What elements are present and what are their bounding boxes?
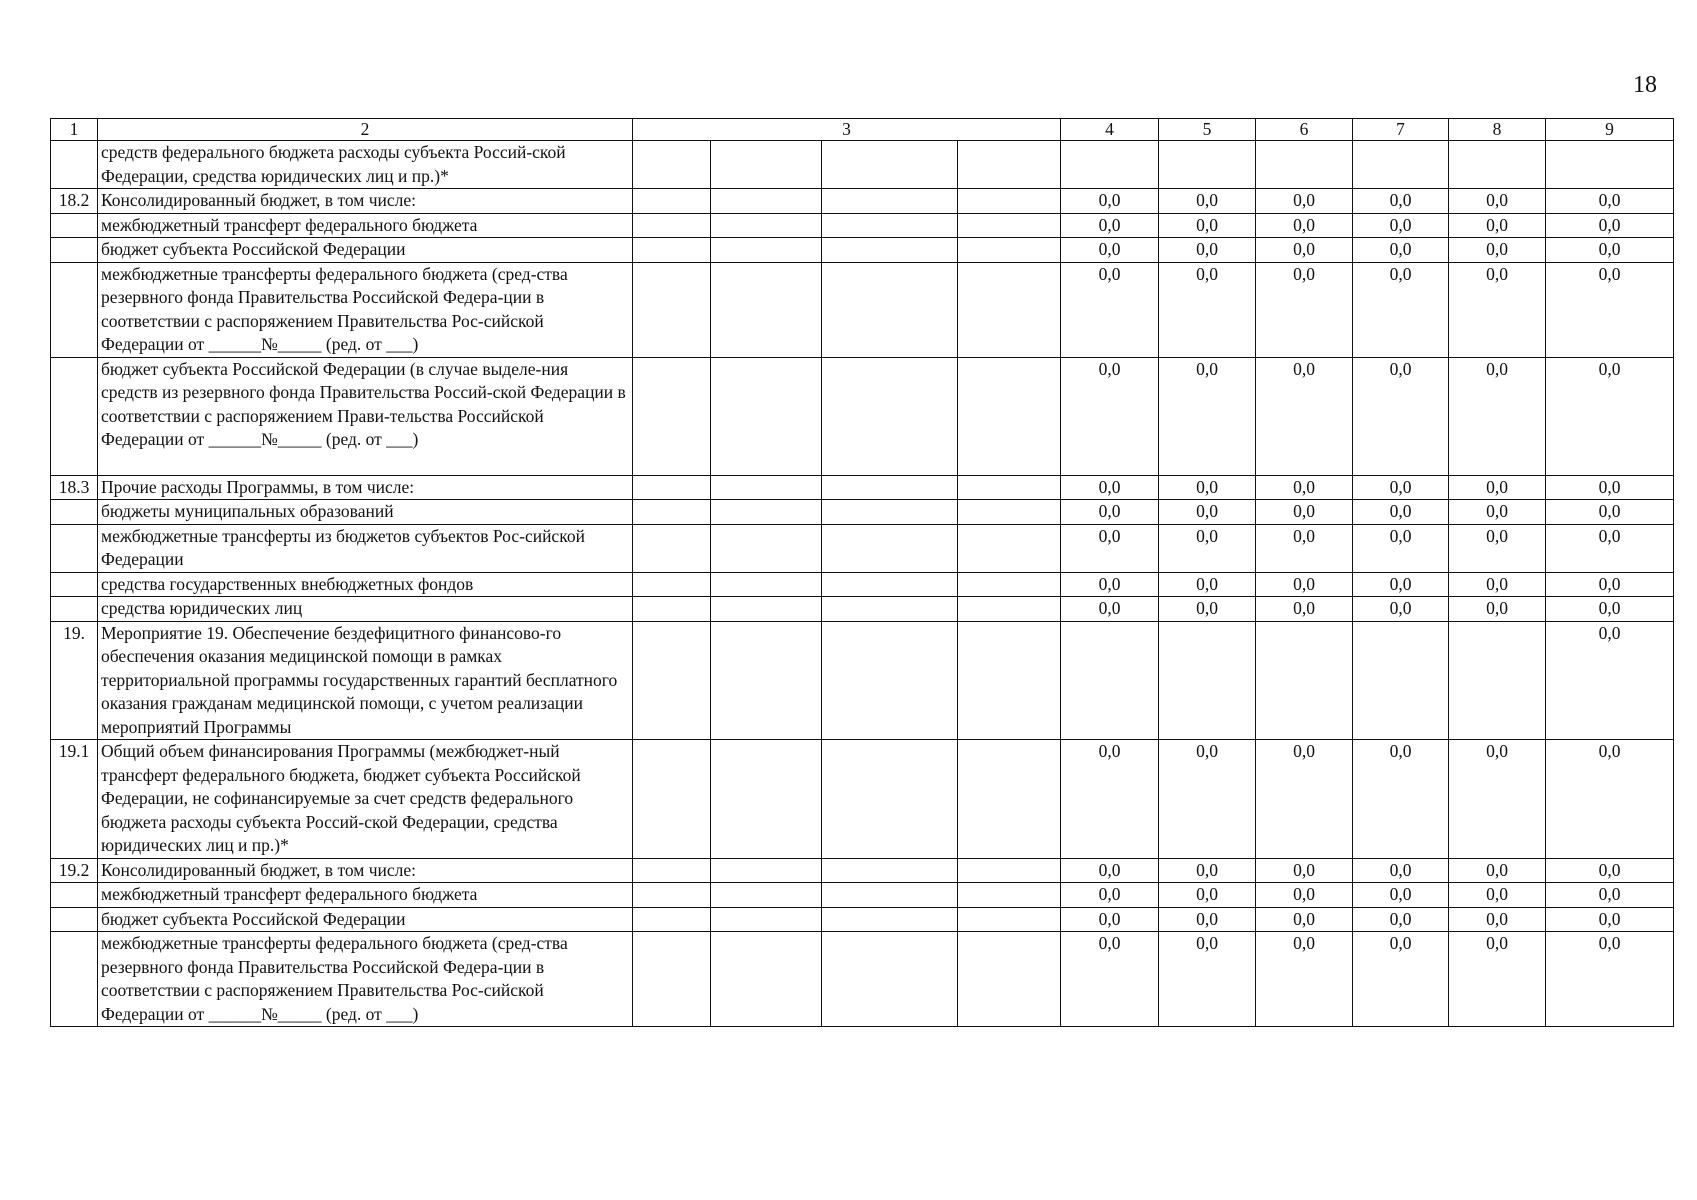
value-cell: 0,0 — [1061, 524, 1159, 572]
row-description: бюджет субъекта Российской Федерации — [98, 238, 633, 263]
empty-cell — [822, 858, 958, 883]
table-row — [51, 883, 1674, 908]
empty-cell — [822, 238, 958, 263]
row-code: 19.2 — [51, 858, 98, 883]
table-row — [51, 621, 1674, 740]
value-cell: 0,0 — [1449, 189, 1546, 214]
value-cell: 0,0 — [1159, 740, 1256, 859]
row-code — [51, 141, 98, 189]
empty-cell — [711, 475, 822, 500]
row-code — [51, 500, 98, 525]
value-cell: 0,0 — [1449, 932, 1546, 1027]
value-cell — [1256, 141, 1353, 189]
value-cell: 0,0 — [1256, 524, 1353, 572]
row-description: Мероприятие 19. Обеспечение бездефицитного финансово-го обеспечения оказания медицинской помощи в рамках территориальной программы государственных гарантий бесплатного оказания гражданам медицинской помощи, с учетом реализации мероприятий Программы — [98, 621, 633, 740]
value-cell: 0,0 — [1256, 213, 1353, 238]
empty-cell — [958, 858, 1061, 883]
value-cell: 0,0 — [1256, 883, 1353, 908]
empty-cell — [958, 262, 1061, 357]
value-cell: 0,0 — [1449, 238, 1546, 263]
empty-cell — [633, 932, 711, 1027]
empty-cell — [633, 907, 711, 932]
row-code — [51, 524, 98, 572]
table-row — [51, 740, 1674, 859]
value-cell: 0,0 — [1159, 597, 1256, 622]
value-cell: 0,0 — [1353, 883, 1449, 908]
empty-cell — [633, 597, 711, 622]
value-cell: 0,0 — [1546, 740, 1674, 859]
empty-cell — [633, 238, 711, 263]
value-cell: 0,0 — [1353, 524, 1449, 572]
empty-cell — [958, 141, 1061, 189]
value-cell: 0,0 — [1159, 500, 1256, 525]
value-cell: 0,0 — [1159, 475, 1256, 500]
row-code — [51, 213, 98, 238]
row-code — [51, 238, 98, 263]
row-code — [51, 572, 98, 597]
empty-cell — [633, 141, 711, 189]
value-cell: 0,0 — [1353, 500, 1449, 525]
header-col-8: 8 — [1449, 119, 1546, 141]
value-cell: 0,0 — [1449, 213, 1546, 238]
value-cell: 0,0 — [1061, 238, 1159, 263]
value-cell: 0,0 — [1256, 740, 1353, 859]
row-description: бюджеты муниципальных образований — [98, 500, 633, 525]
value-cell: 0,0 — [1546, 238, 1674, 263]
value-cell: 0,0 — [1061, 213, 1159, 238]
value-cell: 0,0 — [1546, 883, 1674, 908]
value-cell: 0,0 — [1449, 524, 1546, 572]
value-cell: 0,0 — [1061, 572, 1159, 597]
row-code: 18.2 — [51, 189, 98, 214]
empty-cell — [822, 621, 958, 740]
value-cell: 0,0 — [1256, 907, 1353, 932]
value-cell: 0,0 — [1546, 907, 1674, 932]
value-cell: 0,0 — [1449, 262, 1546, 357]
empty-cell — [958, 500, 1061, 525]
value-cell — [1449, 621, 1546, 740]
table-row — [51, 262, 1674, 357]
value-cell: 0,0 — [1353, 932, 1449, 1027]
value-cell: 0,0 — [1546, 262, 1674, 357]
row-code: 19. — [51, 621, 98, 740]
row-description: Консолидированный бюджет, в том числе: — [98, 189, 633, 214]
row-code — [51, 262, 98, 357]
page-number: 18 — [1633, 72, 1657, 98]
value-cell: 0,0 — [1449, 500, 1546, 525]
empty-cell — [711, 740, 822, 859]
empty-cell — [633, 357, 711, 475]
value-cell: 0,0 — [1256, 572, 1353, 597]
value-cell: 0,0 — [1256, 357, 1353, 475]
value-cell: 0,0 — [1449, 357, 1546, 475]
value-cell: 0,0 — [1353, 858, 1449, 883]
empty-cell — [711, 621, 822, 740]
value-cell — [1353, 621, 1449, 740]
value-cell: 0,0 — [1061, 907, 1159, 932]
empty-cell — [822, 907, 958, 932]
value-cell: 0,0 — [1449, 572, 1546, 597]
value-cell: 0,0 — [1546, 500, 1674, 525]
value-cell: 0,0 — [1449, 597, 1546, 622]
row-description: межбюджетные трансферты федерального бюджета (сред-ства резервного фонда Правительства Российской Федера-ции в соответствии с распоряжением Правительства Рос-сийской Федерации от ______№_____ (ред. от ___) — [98, 932, 633, 1027]
empty-cell — [958, 621, 1061, 740]
empty-cell — [958, 572, 1061, 597]
value-cell: 0,0 — [1256, 238, 1353, 263]
value-cell: 0,0 — [1353, 238, 1449, 263]
empty-cell — [958, 357, 1061, 475]
empty-cell — [633, 213, 711, 238]
value-cell: 0,0 — [1353, 597, 1449, 622]
header-col-9: 9 — [1546, 119, 1674, 141]
value-cell: 0,0 — [1061, 475, 1159, 500]
empty-cell — [822, 475, 958, 500]
header-row — [51, 119, 1674, 141]
empty-cell — [633, 858, 711, 883]
row-description: Прочие расходы Программы, в том числе: — [98, 475, 633, 500]
row-description: Консолидированный бюджет, в том числе: — [98, 858, 633, 883]
empty-cell — [711, 189, 822, 214]
empty-cell — [633, 475, 711, 500]
value-cell: 0,0 — [1546, 597, 1674, 622]
value-cell: 0,0 — [1061, 357, 1159, 475]
row-code: 18.3 — [51, 475, 98, 500]
value-cell: 0,0 — [1546, 357, 1674, 475]
empty-cell — [958, 883, 1061, 908]
value-cell: 0,0 — [1159, 907, 1256, 932]
value-cell: 0,0 — [1159, 189, 1256, 214]
empty-cell — [958, 907, 1061, 932]
value-cell: 0,0 — [1061, 500, 1159, 525]
value-cell: 0,0 — [1449, 475, 1546, 500]
empty-cell — [711, 883, 822, 908]
value-cell: 0,0 — [1256, 500, 1353, 525]
empty-cell — [822, 597, 958, 622]
header-col-5: 5 — [1159, 119, 1256, 141]
empty-cell — [633, 621, 711, 740]
table-row — [51, 572, 1674, 597]
value-cell: 0,0 — [1546, 213, 1674, 238]
value-cell: 0,0 — [1159, 524, 1256, 572]
empty-cell — [958, 597, 1061, 622]
value-cell: 0,0 — [1061, 883, 1159, 908]
empty-cell — [711, 524, 822, 572]
header-col-1: 1 — [51, 119, 98, 141]
value-cell: 0,0 — [1159, 883, 1256, 908]
empty-cell — [822, 883, 958, 908]
value-cell — [1256, 621, 1353, 740]
empty-cell — [822, 932, 958, 1027]
empty-cell — [958, 740, 1061, 859]
value-cell: 0,0 — [1256, 858, 1353, 883]
row-code — [51, 597, 98, 622]
row-description: межбюджетный трансферт федерального бюджета — [98, 883, 633, 908]
empty-cell — [633, 524, 711, 572]
value-cell: 0,0 — [1546, 189, 1674, 214]
value-cell: 0,0 — [1159, 572, 1256, 597]
header-col-3: 3 — [633, 119, 1061, 141]
value-cell — [1061, 141, 1159, 189]
empty-cell — [711, 213, 822, 238]
value-cell: 0,0 — [1546, 932, 1674, 1027]
value-cell: 0,0 — [1159, 932, 1256, 1027]
empty-cell — [958, 475, 1061, 500]
empty-cell — [711, 932, 822, 1027]
table-row — [51, 357, 1674, 475]
value-cell: 0,0 — [1353, 262, 1449, 357]
value-cell: 0,0 — [1546, 621, 1674, 740]
value-cell: 0,0 — [1353, 357, 1449, 475]
table-row — [51, 141, 1674, 189]
empty-cell — [958, 189, 1061, 214]
header-col-2: 2 — [98, 119, 633, 141]
empty-cell — [822, 740, 958, 859]
empty-cell — [822, 357, 958, 475]
empty-cell — [633, 572, 711, 597]
value-cell: 0,0 — [1061, 189, 1159, 214]
value-cell: 0,0 — [1061, 597, 1159, 622]
empty-cell — [711, 907, 822, 932]
empty-cell — [822, 213, 958, 238]
value-cell: 0,0 — [1546, 572, 1674, 597]
value-cell: 0,0 — [1353, 907, 1449, 932]
table-row — [51, 524, 1674, 572]
row-description: межбюджетные трансферты федерального бюджета (сред-ства резервного фонда Правительства Российской Федера-ции в соответствии с распоряжением Правительства Рос-сийской Федерации от ______№_____ (ред. от ___) — [98, 262, 633, 357]
header-col-4: 4 — [1061, 119, 1159, 141]
value-cell — [1546, 141, 1674, 189]
empty-cell — [822, 524, 958, 572]
table-row — [51, 858, 1674, 883]
value-cell: 0,0 — [1159, 213, 1256, 238]
empty-cell — [633, 262, 711, 357]
empty-cell — [633, 740, 711, 859]
row-code — [51, 357, 98, 475]
empty-cell — [633, 500, 711, 525]
value-cell — [1061, 621, 1159, 740]
value-cell: 0,0 — [1256, 597, 1353, 622]
table-row — [51, 189, 1674, 214]
value-cell: 0,0 — [1353, 740, 1449, 859]
value-cell: 0,0 — [1449, 858, 1546, 883]
table-row — [51, 597, 1674, 622]
row-code: 19.1 — [51, 740, 98, 859]
value-cell — [1449, 141, 1546, 189]
value-cell: 0,0 — [1546, 475, 1674, 500]
row-description: бюджет субъекта Российской Федерации — [98, 907, 633, 932]
empty-cell — [633, 883, 711, 908]
row-description: Общий объем финансирования Программы (межбюджет-ный трансферт федерального бюджета, бюджет субъекта Российской Федерации, не софинансируемые за счет средств федерального бюджета расходы субъекта Россий-ской Федерации, средства юридических лиц и пр.)* — [98, 740, 633, 859]
row-code — [51, 932, 98, 1027]
value-cell: 0,0 — [1449, 740, 1546, 859]
value-cell: 0,0 — [1256, 475, 1353, 500]
empty-cell — [958, 238, 1061, 263]
value-cell: 0,0 — [1061, 262, 1159, 357]
row-code — [51, 907, 98, 932]
table-row — [51, 932, 1674, 1027]
table-row — [51, 213, 1674, 238]
value-cell: 0,0 — [1546, 524, 1674, 572]
empty-cell — [711, 858, 822, 883]
empty-cell — [958, 213, 1061, 238]
value-cell: 0,0 — [1353, 189, 1449, 214]
empty-cell — [711, 500, 822, 525]
header-col-7: 7 — [1353, 119, 1449, 141]
table-row — [51, 907, 1674, 932]
value-cell: 0,0 — [1159, 262, 1256, 357]
row-description: средств федерального бюджета расходы субъекта Россий-ской Федерации, средства юридических лиц и пр.)* — [98, 141, 633, 189]
value-cell: 0,0 — [1061, 858, 1159, 883]
value-cell: 0,0 — [1256, 932, 1353, 1027]
value-cell: 0,0 — [1449, 883, 1546, 908]
row-description: бюджет субъекта Российской Федерации (в случае выделе-ния средств из резервного фонда Правительства Россий-ской Федерации в соответствии с распоряжением Прави-тельства Российской Федерации от ______№_____ (ред. от ___) — [98, 357, 633, 475]
value-cell — [1159, 141, 1256, 189]
value-cell: 0,0 — [1353, 475, 1449, 500]
empty-cell — [822, 141, 958, 189]
empty-cell — [822, 262, 958, 357]
value-cell — [1159, 621, 1256, 740]
value-cell: 0,0 — [1546, 858, 1674, 883]
value-cell: 0,0 — [1159, 357, 1256, 475]
value-cell: 0,0 — [1353, 572, 1449, 597]
table-row — [51, 238, 1674, 263]
empty-cell — [711, 238, 822, 263]
value-cell: 0,0 — [1159, 858, 1256, 883]
budget-table — [50, 118, 1674, 1027]
table-row — [51, 475, 1674, 500]
value-cell: 0,0 — [1256, 189, 1353, 214]
value-cell — [1353, 141, 1449, 189]
empty-cell — [711, 572, 822, 597]
empty-cell — [822, 189, 958, 214]
row-description: средства юридических лиц — [98, 597, 633, 622]
empty-cell — [711, 141, 822, 189]
row-description: межбюджетный трансферт федерального бюджета — [98, 213, 633, 238]
empty-cell — [633, 189, 711, 214]
value-cell: 0,0 — [1061, 740, 1159, 859]
value-cell: 0,0 — [1449, 907, 1546, 932]
empty-cell — [711, 597, 822, 622]
row-code — [51, 883, 98, 908]
value-cell: 0,0 — [1061, 932, 1159, 1027]
header-col-6: 6 — [1256, 119, 1353, 141]
value-cell: 0,0 — [1256, 262, 1353, 357]
empty-cell — [711, 357, 822, 475]
empty-cell — [822, 572, 958, 597]
value-cell: 0,0 — [1353, 213, 1449, 238]
row-description: средства государственных внебюджетных фондов — [98, 572, 633, 597]
table-row — [51, 500, 1674, 525]
empty-cell — [958, 524, 1061, 572]
value-cell: 0,0 — [1159, 238, 1256, 263]
empty-cell — [711, 262, 822, 357]
empty-cell — [822, 500, 958, 525]
empty-cell — [958, 932, 1061, 1027]
row-description: межбюджетные трансферты из бюджетов субъектов Рос-сийской Федерации — [98, 524, 633, 572]
